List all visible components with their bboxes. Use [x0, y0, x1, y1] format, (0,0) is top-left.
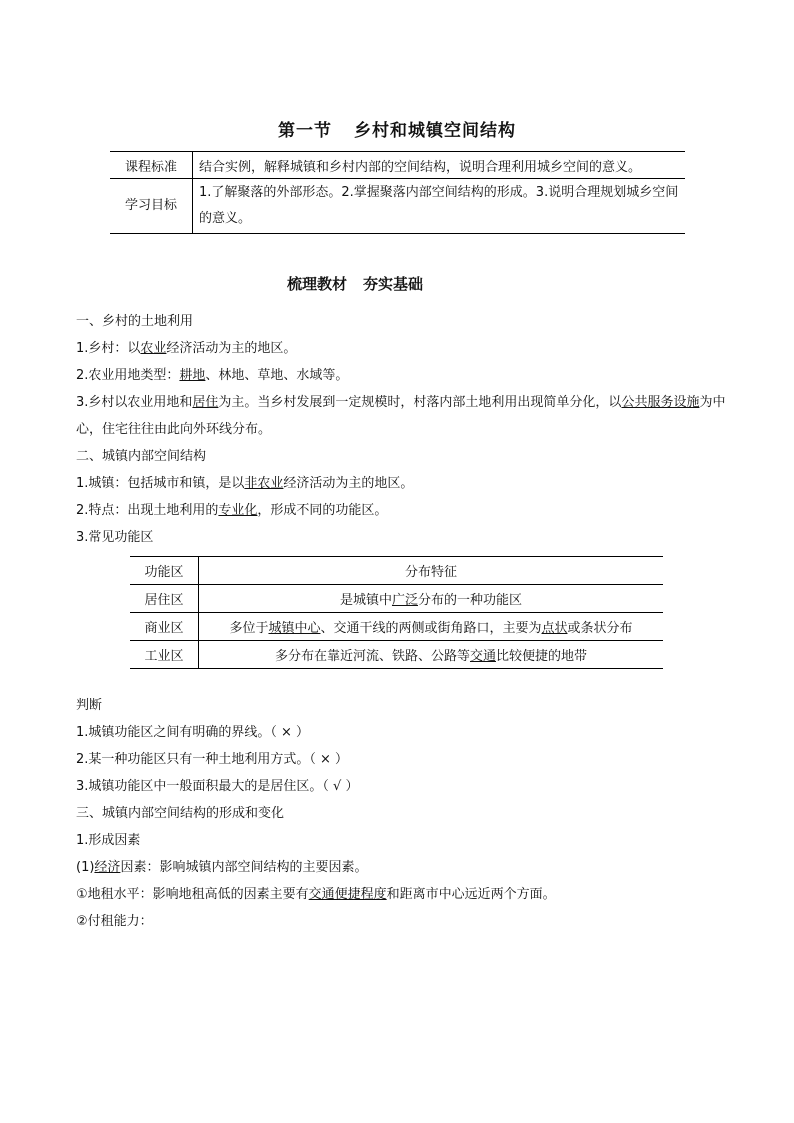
paragraph: ①地租水平：影响地租高低的因素主要有交通便捷程度和距离市中心远近两个方面。	[76, 887, 556, 902]
paragraph: 3.常见功能区	[76, 530, 154, 545]
section-heading-1: 一、乡村的土地利用	[76, 314, 194, 329]
zone-feature: 多分布在靠近河流、铁路、公路等交通比较便捷的地带	[199, 641, 664, 669]
page-title: 第一节 乡村和城镇空间结构	[278, 121, 516, 141]
paragraph: 1.城镇：包括城市和镇，是以非农业经济活动为主的地区。	[76, 476, 414, 491]
paragraph: (1)经济因素：影响城镇内部空间结构的主要因素。	[76, 860, 368, 875]
zone-name: 居住区	[130, 585, 199, 613]
table-row	[130, 585, 663, 613]
table-row	[110, 179, 685, 234]
paragraph: 2.农业用地类型：耕地、林地、草地、水域等。	[76, 368, 349, 383]
row-text: 结合实例，解释城镇和乡村内部的空间结构，说明合理利用城乡空间的意义。	[193, 152, 686, 179]
table-row	[110, 152, 685, 179]
section-judge	[76, 692, 726, 935]
zone-feature: 多位于城镇中心、交通干线的两侧或街角路口，主要为点状或条状分布	[199, 613, 664, 641]
judge-heading: 判断	[76, 698, 103, 713]
curriculum-table	[110, 151, 685, 234]
section-heading: 梳理教材 夯实基础	[286, 275, 424, 293]
section-rural	[76, 308, 726, 551]
row-label: 学习目标	[110, 179, 193, 234]
section-heading-3: 三、城镇内部空间结构的形成和变化	[76, 806, 285, 821]
table-row	[130, 613, 663, 641]
table-header-row	[130, 557, 663, 585]
header-cell: 功能区	[130, 557, 199, 585]
zone-name: 商业区	[130, 613, 199, 641]
zone-name: 工业区	[130, 641, 199, 669]
judge-item: 3.城镇功能区中一般面积最大的是居住区。（ √ ）	[76, 779, 359, 794]
paragraph: 1.乡村：以农业经济活动为主的地区。	[76, 341, 297, 356]
function-zone-table	[130, 556, 663, 669]
row-text: 1.了解聚落的外部形态。2.掌握聚落内部空间结构的形成。3.说明合理规划城乡空间的意义。	[193, 179, 686, 234]
paragraph: 3.乡村以农业用地和居住为主。当乡村发展到一定规模时，村落内部土地利用出现简单分化，以公共服务设施为中心，住宅往往由此向外环线分布。	[76, 395, 726, 437]
judge-item: 2.某一种功能区只有一种土地利用方式。（ × ）	[76, 752, 349, 767]
paragraph: 1.形成因素	[76, 833, 141, 848]
section-heading-2: 二、城镇内部空间结构	[76, 449, 207, 464]
table-row	[130, 641, 663, 669]
header-cell: 分布特征	[199, 557, 664, 585]
row-label: 课程标准	[110, 152, 193, 179]
judge-item: 1.城镇功能区之间有明确的界线。（ × ）	[76, 725, 310, 740]
paragraph: ②付租能力：	[76, 914, 153, 929]
zone-feature: 是城镇中广泛分布的一种功能区	[199, 585, 664, 613]
paragraph: 2.特点：出现土地利用的专业化，形成不同的功能区。	[76, 503, 388, 518]
